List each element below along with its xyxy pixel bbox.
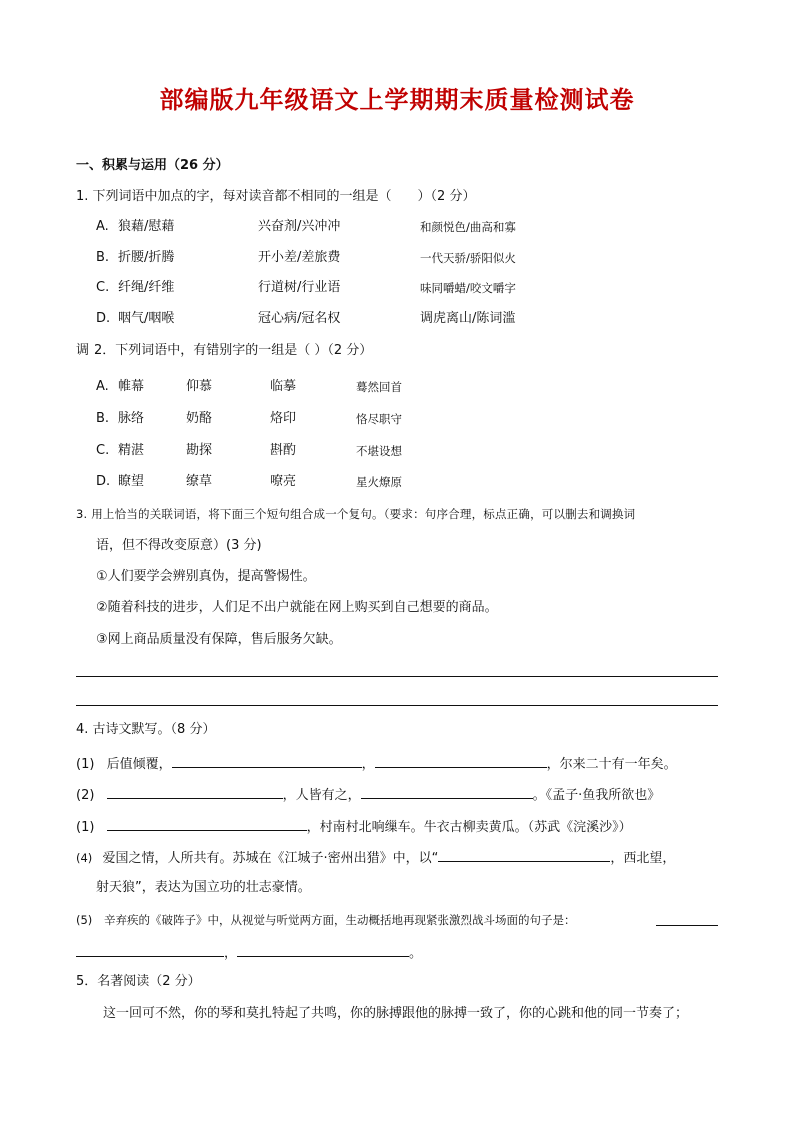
q1-option-word: 折腰/折腾: [118, 250, 175, 265]
q4-item-number: (2): [76, 788, 95, 803]
q1-option-label: C.: [96, 280, 110, 295]
q4-text: ，人皆有之，: [282, 788, 361, 803]
fill-blank[interactable]: [375, 753, 547, 768]
q2-option-word: 烙印: [270, 411, 297, 426]
q1-option-word: 狼藉/慰藉: [118, 219, 175, 234]
q2-option-word: 精湛: [118, 443, 145, 458]
q1-option-word: 冠心病/冠名权: [258, 311, 341, 326]
q3-stem: 3. 用上恰当的关联词语，将下面三个短句组合成一个复句。（要求：句序合理，标点正确，可以删去和调换词: [76, 507, 636, 521]
q4-text: 后值倾覆，: [106, 757, 172, 772]
q1-option-word: 行道树/行业语: [258, 280, 341, 295]
q2-option-label: D.: [96, 474, 111, 489]
q2-stem: 2．下列词语中，有错别字的一组是（ ）（2 分）: [94, 343, 373, 358]
q2-option-word: 恪尽职守: [356, 412, 402, 426]
q3-sentence: ③网上商品质量没有保障，售后服务欠缺。: [96, 632, 342, 647]
q4-text: ，西北望，: [610, 851, 676, 866]
q2-option-label: B.: [96, 411, 110, 426]
q2-option-word: 勘探: [186, 443, 213, 458]
q4-text: 射天狼”，表达为国立功的壮志豪情。: [96, 880, 311, 895]
q2-option-word: 瞭望: [118, 474, 145, 489]
section-heading: 一、积累与运用（26 分）: [76, 158, 229, 173]
page-title: 部编版九年级语文上学期期末质量检测试卷: [159, 85, 635, 114]
q2-option-word: 仰慕: [186, 379, 213, 394]
fill-blank[interactable]: [656, 911, 718, 926]
q1-option-word: 调虎离山/陈词滥: [420, 311, 516, 326]
q4-text: 辛弃疾的《破阵子》中，从视觉与听觉两方面，生动概括地再现紧张激烈战斗场面的句子是：: [103, 913, 576, 927]
q4-text: ，: [224, 946, 238, 961]
fill-blank[interactable]: [237, 942, 409, 957]
q4-text: 。《孟子·鱼我所欲也》: [532, 788, 661, 803]
q2-option-word: 奶酪: [186, 411, 213, 426]
q4-item-number: (5): [76, 913, 93, 927]
q1-option-label: A.: [96, 219, 109, 234]
q1-stem: 1. 下列词语中加点的字，每对读音都不相同的一组是（ ）（2 分）: [76, 189, 476, 204]
q4-text: ，: [361, 757, 375, 772]
fill-blank[interactable]: [172, 753, 362, 768]
q4-text: 。: [409, 946, 423, 961]
fill-blank[interactable]: [438, 847, 610, 862]
q5-stem: 5．名著阅读（2 分）: [76, 974, 201, 989]
q1-option-word: 开小差/差旅费: [258, 250, 341, 265]
q2-option-word: 帷幕: [118, 379, 145, 394]
q2-prefix: 调: [76, 343, 90, 358]
q4-text: 爱国之情，人所共有。苏城在《江城子·密州出猎》中，以“: [102, 851, 439, 866]
q2-option-word: 斟酌: [270, 443, 297, 458]
q2-option-word: 星火燎原: [356, 475, 402, 489]
q3-sentence: ②随着科技的进步，人们足不出户就能在网上购买到自己想要的商品。: [96, 600, 498, 615]
q3-stem-cont: 语，但不得改变原意）(3 分): [96, 538, 262, 553]
answer-line[interactable]: [76, 705, 718, 706]
q1-option-label: D.: [96, 311, 111, 326]
q2-option-word: 脉络: [118, 411, 145, 426]
q2-option-word: 嘹亮: [270, 474, 297, 489]
q4-item-number: (1): [76, 820, 95, 835]
q3-sentence: ①人们要学会辨别真伪，提高警惕性。: [96, 569, 316, 584]
q4-item-number: (4): [76, 851, 93, 865]
q1-option-label: B.: [96, 250, 110, 265]
fill-blank[interactable]: [107, 784, 283, 799]
fill-blank[interactable]: [361, 784, 533, 799]
q2-option-word: 蓦然回首: [356, 380, 402, 394]
q2-option-label: C.: [96, 443, 110, 458]
q2-option-word: 不堪设想: [356, 444, 402, 458]
fill-blank[interactable]: [107, 816, 307, 831]
q4-item-number: (1): [76, 757, 95, 772]
q1-option-word: 味同嚼蜡/咬文嚼字: [420, 281, 516, 295]
q1-option-word: 一代天骄/骄阳似火: [420, 251, 516, 265]
q1-option-word: 和颜悦色/曲高和寡: [420, 220, 516, 234]
q1-option-word: 纤绳/纤维: [118, 280, 175, 295]
q2-option-label: A.: [96, 379, 109, 394]
fill-blank[interactable]: [76, 942, 224, 957]
q1-option-word: 兴奋剂/兴冲冲: [258, 219, 341, 234]
q4-text: ，尔来二十有一年矣。: [546, 757, 677, 772]
q2-option-word: 临摹: [270, 379, 297, 394]
q4-text: ，村南村北响缫车。牛衣古柳卖黄瓜。（苏武《浣溪沙》）: [306, 820, 632, 835]
q1-option-word: 咽气/咽喉: [118, 311, 175, 326]
q5-passage: 这一回可不然，你的琴和莫扎特起了共鸣，你的脉搏跟他的脉搏一致了，你的心跳和他的同一节奏了；: [103, 1006, 689, 1021]
answer-line[interactable]: [76, 676, 718, 677]
q2-option-word: 缭草: [186, 474, 213, 489]
q4-stem: 4. 古诗文默写。（8 分）: [76, 722, 216, 737]
